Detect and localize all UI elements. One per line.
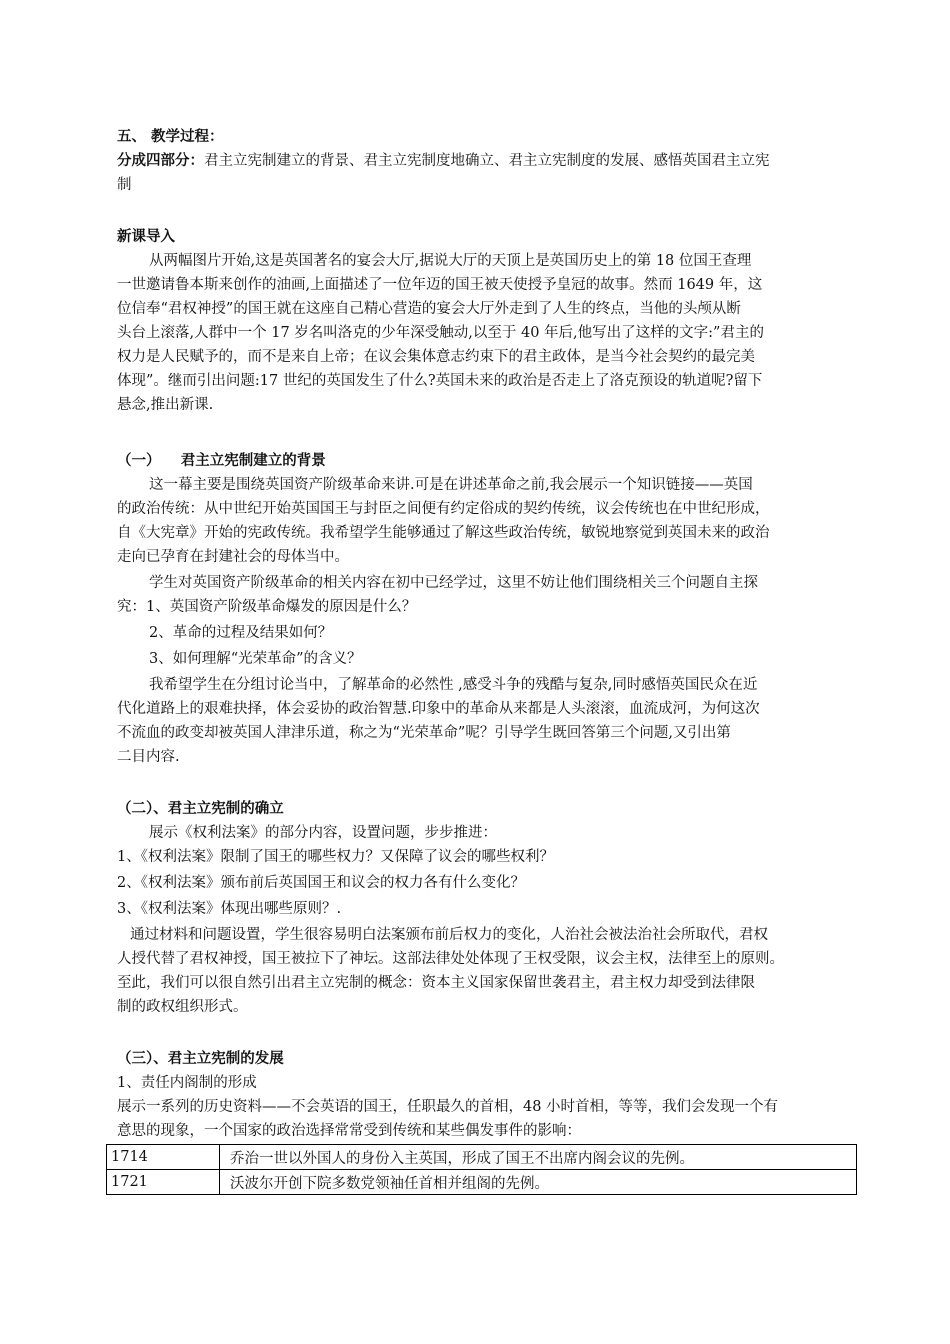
part2-paragraph-line: 通过材料和问题设置，学生很容易明白法案颁布前后权力的变化，人治社会被法治社会所取代，君权	[130, 927, 768, 943]
intro-paragraph-line: 体现”。继而引出问题:17 世纪的英国发生了什么?英国未来的政治是否走上了洛克预设的轨道呢?留下	[117, 373, 763, 389]
table-cell-year: 1714	[107, 1145, 220, 1170]
part1-paragraph-line: 我希望学生在分组讨论当中，了解革命的必然性 ,感受斗争的残酷与复杂,同时感悟英国民众在近	[149, 677, 758, 693]
part1-paragraph-line: 代化道路上的艰难抉择，体会妥协的政治智慧.印象中的革命从来都是人头滚滚，血流成河，为何这次	[117, 701, 760, 717]
part3-paragraph-line: 意思的现象，一个国家的政治选择常常受到传统和某些偶发事件的影响：	[117, 1123, 581, 1139]
part1-question-1: 究：1、英国资产阶级革命爆发的原因是什么？	[117, 599, 417, 615]
four-parts-text: 君主立宪制建立的背景、君主立宪制度地确立、君主立宪制度的发展、感悟英国君主立宪	[204, 153, 770, 169]
table-cell-event: 沃波尔开创下院多数党领袖任首相并组阁的先例。	[220, 1170, 857, 1195]
part1-paragraph-line: 自《大宪章》开始的宪政传统。我希望学生能够通过了解这些政治传统，敏锐地察觉到英国未来的政治	[117, 525, 770, 541]
part2-question-1: 1、《权利法案》限制了国王的哪些权力？又保障了议会的哪些权利？	[117, 849, 554, 865]
history-events-table	[106, 1144, 857, 1195]
table-row	[107, 1145, 857, 1170]
part1-paragraph-line: 学生对英国资产阶级革命的相关内容在初中已经学过，这里不妨让他们围绕相关三个问题自主探	[149, 575, 758, 591]
part3-heading: （三）、君主立宪制的发展	[117, 1051, 284, 1067]
part1-question-3: 3、如何理解“光荣革命”的含义？	[149, 651, 362, 667]
part2-paragraph-line: 制的政权组织形式。	[117, 999, 248, 1015]
four-parts-text-cont: 制	[117, 177, 132, 193]
four-parts-label: 分成四部分：	[117, 153, 204, 169]
part1-heading: （一） 君主立宪制建立的背景	[117, 453, 326, 469]
intro-paragraph-line: 头台上滚落,人群中一个 17 岁名叫洛克的少年深受触动,以至于 40 年后,他写出了这样的文字:”君主的	[117, 325, 764, 341]
part1-paragraph-line: 走向已孕育在封建社会的母体当中。	[117, 549, 349, 565]
intro-paragraph-line: 悬念,推出新课.	[117, 397, 214, 413]
part2-paragraph-line: 至此，我们可以很自然引出君主立宪制的概念：资本主义国家保留世袭君主，君主权力却受到法律限	[117, 975, 755, 991]
intro-heading: 新课导入	[117, 229, 175, 245]
part2-question-2: 2、《权利法案》颁布前后英国国王和议会的权力各有什么变化？	[117, 875, 525, 891]
intro-paragraph-line: 一世邀请鲁本斯来创作的油画,上面描述了一位年迈的国王被天使授予皇冠的故事。然而 1649 年，这	[117, 277, 763, 293]
intro-paragraph-line: 从两幅图片开始,这是英国著名的宴会大厅,据说大厅的天顶上是英国历史上的第 18 位国王查理	[149, 253, 752, 269]
part1-paragraph-line: 的政治传统：从中世纪开始英国国王与封臣之间便有约定俗成的契约传统，议会传统也在中世纪形成，	[117, 501, 770, 517]
part1-question-2: 2、革命的过程及结果如何？	[149, 625, 333, 641]
table-row	[107, 1170, 857, 1195]
section-heading-teaching-process: 五、 教学过程：	[117, 129, 224, 145]
intro-paragraph-line: 权力是人民赋予的，而不是来自上帝；在议会集体意志约束下的君主政体，是当今社会契约的最完美	[117, 349, 755, 365]
part1-paragraph-line: 二目内容.	[117, 749, 180, 765]
part3-paragraph-line: 展示一系列的历史资料——不会英语的国王，任职最久的首相，48 小时首相，等等，我们会发现一个有	[117, 1099, 779, 1115]
part1-paragraph-line: 不流血的政变却被英国人津津乐道，称之为“光荣革命”呢？引导学生既回答第三个问题,又引出第	[117, 725, 731, 741]
part2-heading: （二）、君主立宪制的确立	[117, 801, 284, 817]
part2-paragraph-line: 人授代替了君权神授，国王被拉下了神坛。这部法律处处体现了王权受限，议会主权，法律至上的原则。	[117, 951, 784, 967]
table-cell-event: 乔治一世以外国人的身份入主英国，形成了国王不出席内阁会议的先例。	[220, 1145, 857, 1170]
four-parts-line	[117, 150, 770, 172]
table-cell-year: 1721	[107, 1170, 220, 1195]
part3-subheading: 1、责任内阁制的形成	[117, 1075, 257, 1091]
intro-paragraph-line: 位信奉“君权神授”的国王就在这座自己精心营造的宴会大厅外走到了人生的终点，当他的头颅从断	[117, 301, 741, 317]
part1-paragraph-line: 这一幕主要是围绕英国资产阶级革命来讲.可是在讲述革命之前,我会展示一个知识链接——英国	[149, 477, 753, 493]
part2-question-3: 3、《权利法案》体现出哪些原则？.	[117, 901, 342, 917]
part2-paragraph-line: 展示《权利法案》的部分内容，设置问题，步步推进：	[149, 825, 497, 841]
